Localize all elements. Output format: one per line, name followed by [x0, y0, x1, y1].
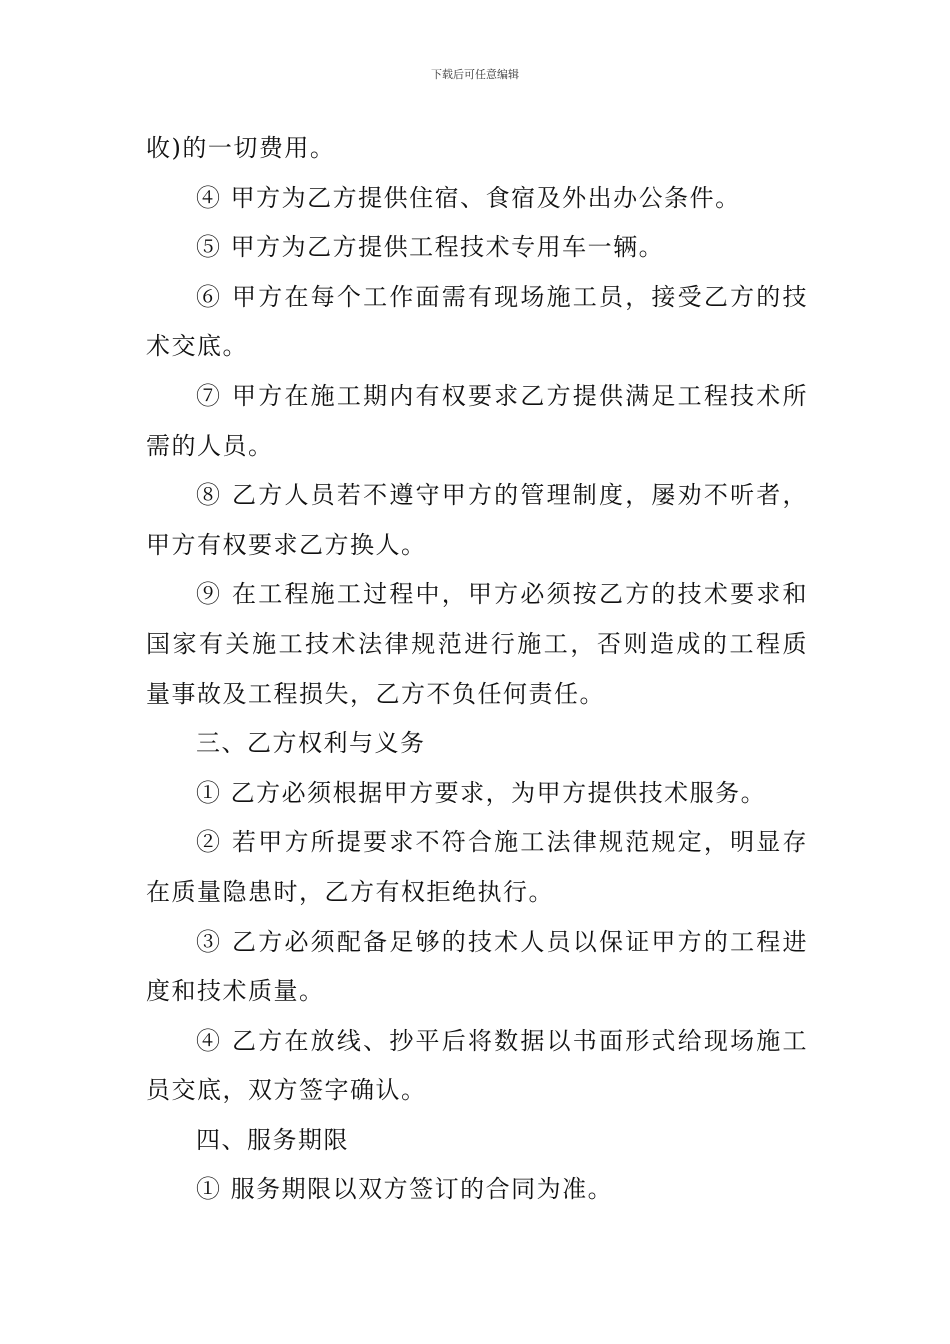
paragraph: ⑧ 乙方人员若不遵守甲方的管理制度，屡劝不听者，甲方有权要求乙方换人。	[146, 481, 808, 559]
document-body	[146, 124, 808, 1215]
paragraph: ⑥ 甲方在每个工作面需有现场施工员，接受乙方的技术交底。	[146, 282, 808, 361]
paragraph: ① 乙方必须根据甲方要求，为甲方提供技术服务。	[196, 778, 767, 807]
paragraph: ⑦ 甲方在施工期内有权要求乙方提供满足工程技术所需的人员。	[146, 381, 808, 460]
paragraph: ④ 乙方在放线、抄平后将数据以书面形式给现场施工员交底，双方签字确认。	[146, 1026, 808, 1105]
paragraph: ⑨ 在工程施工过程中，甲方必须按乙方的技术要求和国家有关施工技术法律规范进行施工，否则造成的工程质量事故及工程损失，乙方不负任何责任。	[146, 580, 808, 708]
section-heading: 四、服务期限	[196, 1125, 349, 1154]
paragraph: ④ 甲方为乙方提供住宿、食宿及外出办公条件。	[196, 183, 741, 212]
section-heading: 三、乙方权利与义务	[196, 729, 426, 758]
paragraph: ② 若甲方所提要求不符合施工法律规范规定，明显存在质量隐患时，乙方有权拒绝执行。	[146, 828, 808, 906]
paragraph: ③ 乙方必须配备足够的技术人员以保证甲方的工程进度和技术质量。	[146, 927, 808, 1006]
page-header: 下载后可任意编辑	[431, 68, 519, 81]
paragraph: ⑤ 甲方为乙方提供工程技术专用车一辆。	[196, 233, 665, 262]
paragraph: 收)的一切费用。	[146, 134, 336, 162]
paragraph: ① 服务期限以双方签订的合同为准。	[196, 1175, 614, 1204]
